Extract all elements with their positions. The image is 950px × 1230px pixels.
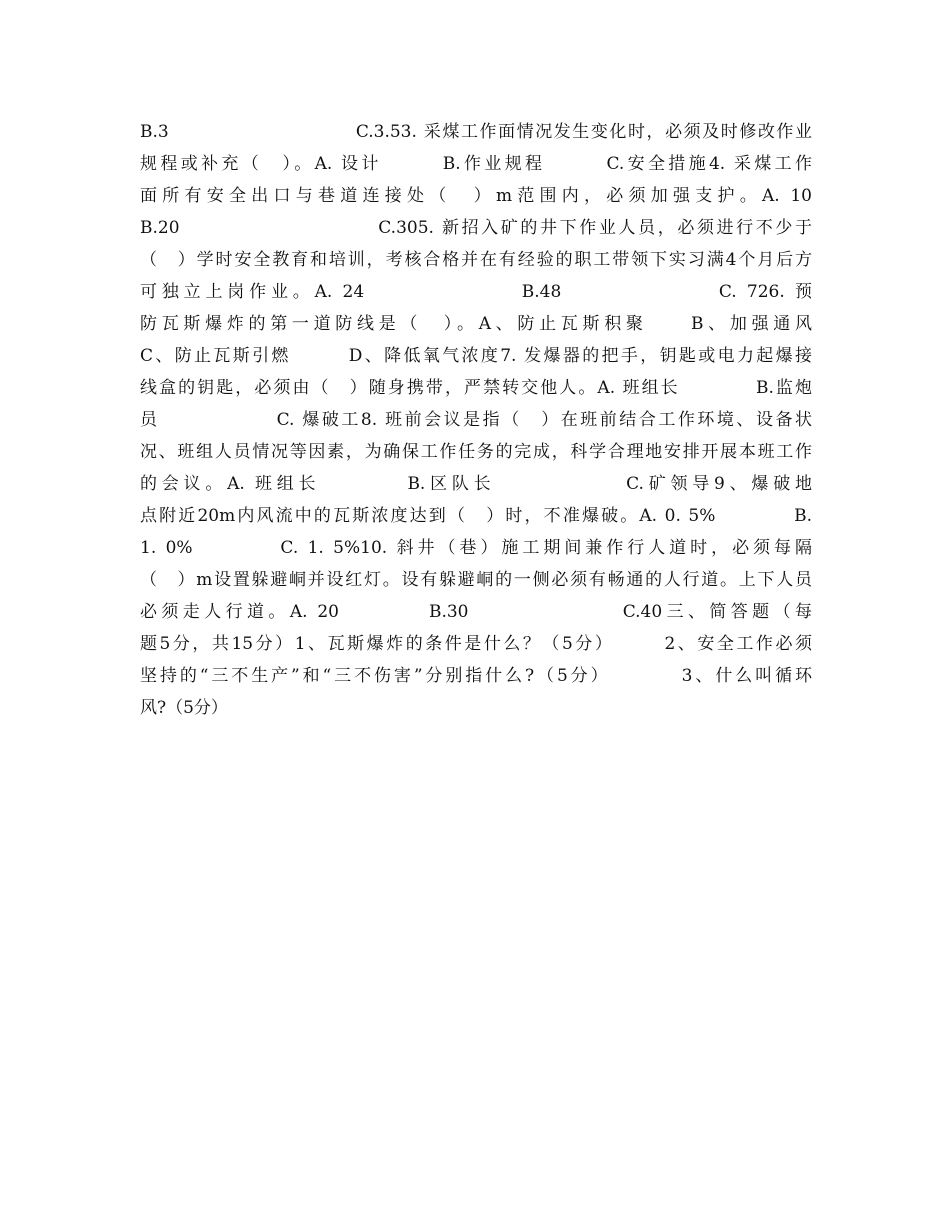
text-line: 规程或补充（ ）。A. 设计 B.作业规程 C.安全措施4. 采煤工作 [140,154,812,174]
text-line: B.20 C.305. 新招入矿的井下作业人员，必须进行不少于 [140,218,812,238]
text-line: 面所有安全出口与巷道连接处（ ）m范围内，必须加强支护。A. 10 [140,186,812,206]
text-line: B.3 C.3.53. 采煤工作面情况发生变化时，必须及时修改作业 [140,122,812,142]
text-line: 员 C. 爆破工8. 班前会议是指（ ）在班前结合工作环境、设备状 [140,410,812,430]
text-line: 可独立上岗作业。A. 24 B.48 C. 726. 预 [140,282,812,302]
text-line: 防瓦斯爆炸的第一道防线是（ ）。A、防止瓦斯积聚 B、加强通风 [140,314,812,334]
text-line: 线盒的钥匙，必须由（ ）随身携带，严禁转交他人。A. 班组长 B.监炮 [140,378,812,398]
text-line: 风?（5分） [140,698,228,718]
document-body [140,116,812,724]
text-line: （ ）学时安全教育和培训，考核合格并在有经验的职工带领下实习满4个月后方 [140,250,812,270]
text-line: 点附近20m内风流中的瓦斯浓度达到（ ）时，不准爆破。A. 0. 5% B. [140,506,812,526]
text-line: 况、班组人员情况等因素，为确保工作任务的完成，科学合理地安排开展本班工作 [140,442,812,462]
text-line: 1. 0% C. 1. 5%10. 斜井（巷）施工期间兼作行人道时，必须每隔 [140,538,812,558]
text-line: 题5分，共15分）1、瓦斯爆炸的条件是什么？（5分） 2、安全工作必须 [140,634,812,654]
text-line: C、防止瓦斯引燃 D、降低氧气浓度7. 发爆器的把手，钥匙或电力起爆接 [140,346,812,366]
text-line: 坚持的“三不生产”和“三不伤害”分别指什么?（5分） 3、什么叫循环 [140,666,812,686]
text-line: 必须走人行道。A. 20 B.30 C.40三、简答题（每 [140,602,812,622]
text-line: （ ）m设置躲避峒并设红灯。设有躲避峒的一侧必须有畅通的人行道。上下人员 [140,570,812,590]
text-line: 的会议。A. 班组长 B.区队长 C.矿领导9、爆破地 [140,474,812,494]
